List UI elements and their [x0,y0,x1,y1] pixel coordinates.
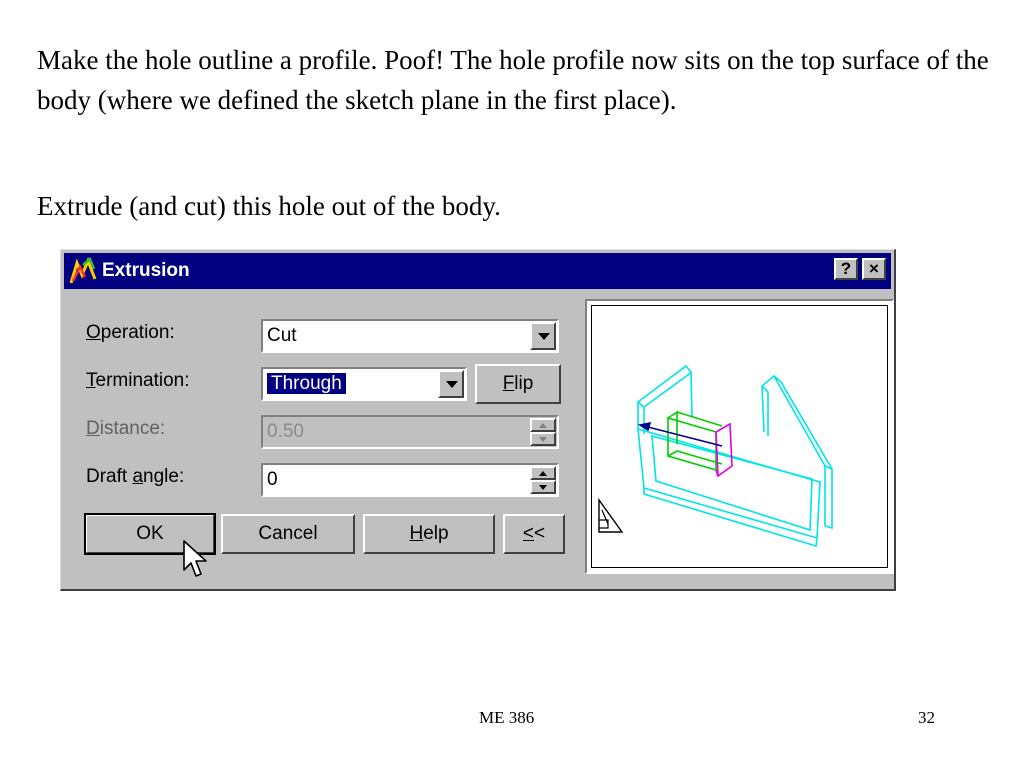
extrusion-preview[interactable] [585,299,894,574]
draft-angle-spinner[interactable] [530,466,556,494]
extrusion-dialog [60,249,896,591]
dialog-titlebar[interactable] [64,253,891,289]
distance-field[interactable] [261,415,559,449]
operation-value: Cut [267,325,297,346]
context-help-button[interactable]: ? [834,258,858,280]
footer-course: ME 386 [479,708,535,727]
instruction-paragraph-1: Make the hole outline a profile. Poof! The hole profile now sits on the top surface of the body (where we defined the sketch plane in the first place). [37,45,989,115]
termination-label: Termination: [86,370,190,391]
draft-angle-field[interactable] [261,463,559,497]
distance-spinner[interactable] [530,418,556,446]
operation-label: Operation: [86,322,175,343]
close-button[interactable]: × [862,258,886,280]
footer-slide-number: 32 [918,708,935,727]
ok-button[interactable]: OK [85,514,215,554]
termination-select[interactable] [261,367,467,401]
axis-triad-icon [596,498,624,536]
extrusion-app-icon [68,257,98,285]
preview-drawing [592,306,889,569]
mouse-cursor-icon [182,540,208,580]
instruction-paragraph-2: Extrude (and cut) this hole out of the body. [37,191,501,221]
draft-angle-value: 0 [267,469,278,490]
termination-value: Through [267,373,346,394]
draft-angle-label: Draft angle: [86,466,185,487]
spinner-up-icon[interactable] [530,418,556,432]
distance-value: 0.50 [267,421,304,442]
cancel-button[interactable]: Cancel [221,514,355,554]
flip-button[interactable]: Flip [475,364,561,404]
dialog-title: Extrusion [102,260,190,281]
termination-dropdown-arrow-icon[interactable] [438,370,464,398]
spinner-down-icon[interactable] [530,480,556,494]
operation-dropdown-arrow-icon[interactable] [530,322,556,350]
preview-canvas [591,305,888,568]
spinner-up-icon[interactable] [530,466,556,480]
operation-select[interactable] [261,319,559,353]
spinner-down-icon[interactable] [530,432,556,446]
collapse-button[interactable]: << [503,514,565,554]
distance-label: Distance: [86,418,166,439]
help-button[interactable]: Help [363,514,495,554]
